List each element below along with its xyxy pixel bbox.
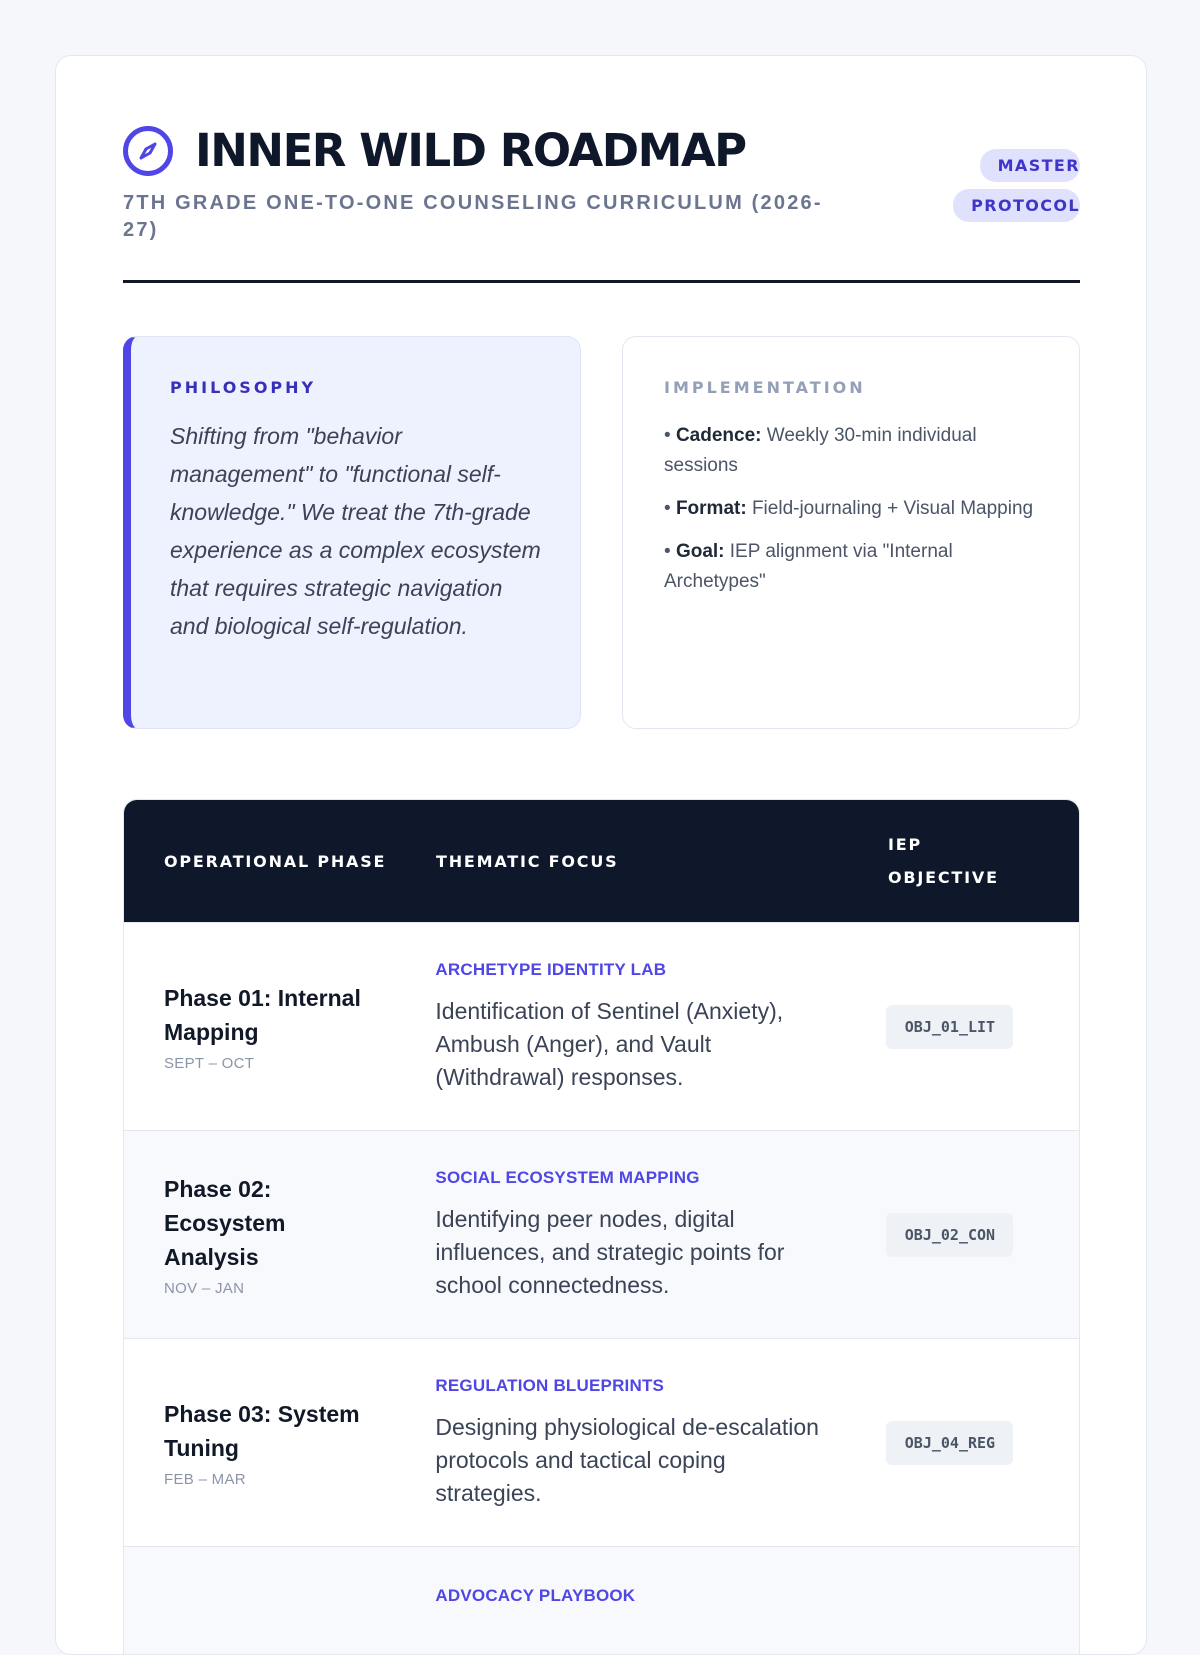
- objective-code: OBJ_02_CON: [886, 1213, 1013, 1257]
- table-row: [124, 1546, 1079, 1655]
- item-key: Format:: [675, 498, 747, 519]
- theme-label: ARCHETYPE IDENTITY LAB: [435, 960, 667, 979]
- phase-cell: [124, 1397, 435, 1488]
- theme-description: Identifying peer nodes, digital influences, and strategic points for school connectedness.: [435, 1206, 785, 1298]
- focus-cell: [435, 1167, 874, 1302]
- table-header: [124, 800, 1079, 922]
- objective-code: OBJ_04_REG: [886, 1421, 1013, 1465]
- philosophy-text: Shifting from "behavior management" to "functional self-knowledge." We treat the 7th-grade experience as a complex ecosystem that requires strategic navigation and biological self-regulation.: [170, 423, 541, 639]
- theme-description: Designing physiological de-escalation protocols and tactical coping strategies.: [435, 1414, 819, 1506]
- phase-dates: FEB – MAR: [164, 1471, 246, 1488]
- philosophy-card: [123, 336, 581, 729]
- focus-cell: [435, 1375, 874, 1510]
- item-key: Cadence:: [675, 425, 762, 446]
- theme-label: ADVOCACY PLAYBOOK: [435, 1586, 636, 1605]
- phase-cell: [124, 981, 435, 1072]
- phase-name: Phase 03: System Tuning: [164, 1401, 360, 1461]
- phase-name: Phase 01: Internal Mapping: [164, 985, 361, 1045]
- objective-cell: [874, 1005, 1079, 1049]
- title-row: [123, 126, 1080, 176]
- objective-code: OBJ_01_LIT: [886, 1005, 1013, 1049]
- theme-label: REGULATION BLUEPRINTS: [435, 1376, 665, 1395]
- implementation-card: [622, 336, 1080, 729]
- roadmap-table: [123, 799, 1080, 1655]
- phase-dates: SEPT – OCT: [164, 1055, 255, 1072]
- compass-icon: [123, 126, 173, 176]
- page-title: INNER WILD ROADMAP: [195, 124, 746, 177]
- column-header-phase: OPERATIONAL PHASE: [164, 851, 387, 871]
- theme-description: Identification of Sentinel (Anxiety), Ambush (Anger), and Vault (Withdrawal) responses.: [435, 998, 784, 1090]
- list-item: • Format: Field-journaling + Visual Mapping: [664, 498, 1034, 519]
- table-row: [124, 1130, 1079, 1338]
- phase-dates: NOV – JAN: [164, 1280, 245, 1297]
- page-subtitle: 7TH GRADE ONE-TO-ONE COUNSELING CURRICULUM (2026-27): [123, 192, 823, 241]
- document-card: [55, 55, 1147, 1655]
- phase-name: Phase 02: Ecosystem Analysis: [164, 1176, 286, 1270]
- item-value: Weekly 30-min individual sessions: [664, 425, 977, 476]
- item-value: IEP alignment via "Internal Archetypes": [664, 541, 953, 592]
- philosophy-label: PHILOSOPHY: [170, 378, 317, 397]
- status-badge: [950, 146, 1080, 226]
- focus-cell: [435, 959, 874, 1094]
- item-key: Goal:: [675, 541, 725, 562]
- column-header-focus: THEMATIC FOCUS: [436, 851, 619, 871]
- item-value: Field-journaling + Visual Mapping: [746, 498, 1034, 519]
- objective-cell: [874, 1213, 1079, 1257]
- focus-cell: [435, 1585, 874, 1607]
- header: [123, 126, 1080, 283]
- objective-cell: [874, 1421, 1079, 1465]
- theme-label: SOCIAL ECOSYSTEM MAPPING: [435, 1168, 700, 1187]
- table-row: [124, 922, 1079, 1130]
- implementation-label: IMPLEMENTATION: [664, 378, 866, 397]
- info-cards: [123, 336, 1080, 729]
- badge-label: MASTER PROTOCOL: [953, 149, 1080, 222]
- list-item: • Goal: IEP alignment via "Internal Archetypes": [664, 541, 953, 592]
- implementation-list: [664, 421, 1039, 597]
- table-row: [124, 1338, 1079, 1546]
- column-header-objective: IEP OBJECTIVE: [888, 835, 999, 887]
- list-item: • Cadence: Weekly 30-min individual sessions: [664, 425, 977, 476]
- phase-cell: [124, 1172, 435, 1297]
- document-body: [123, 126, 1080, 1655]
